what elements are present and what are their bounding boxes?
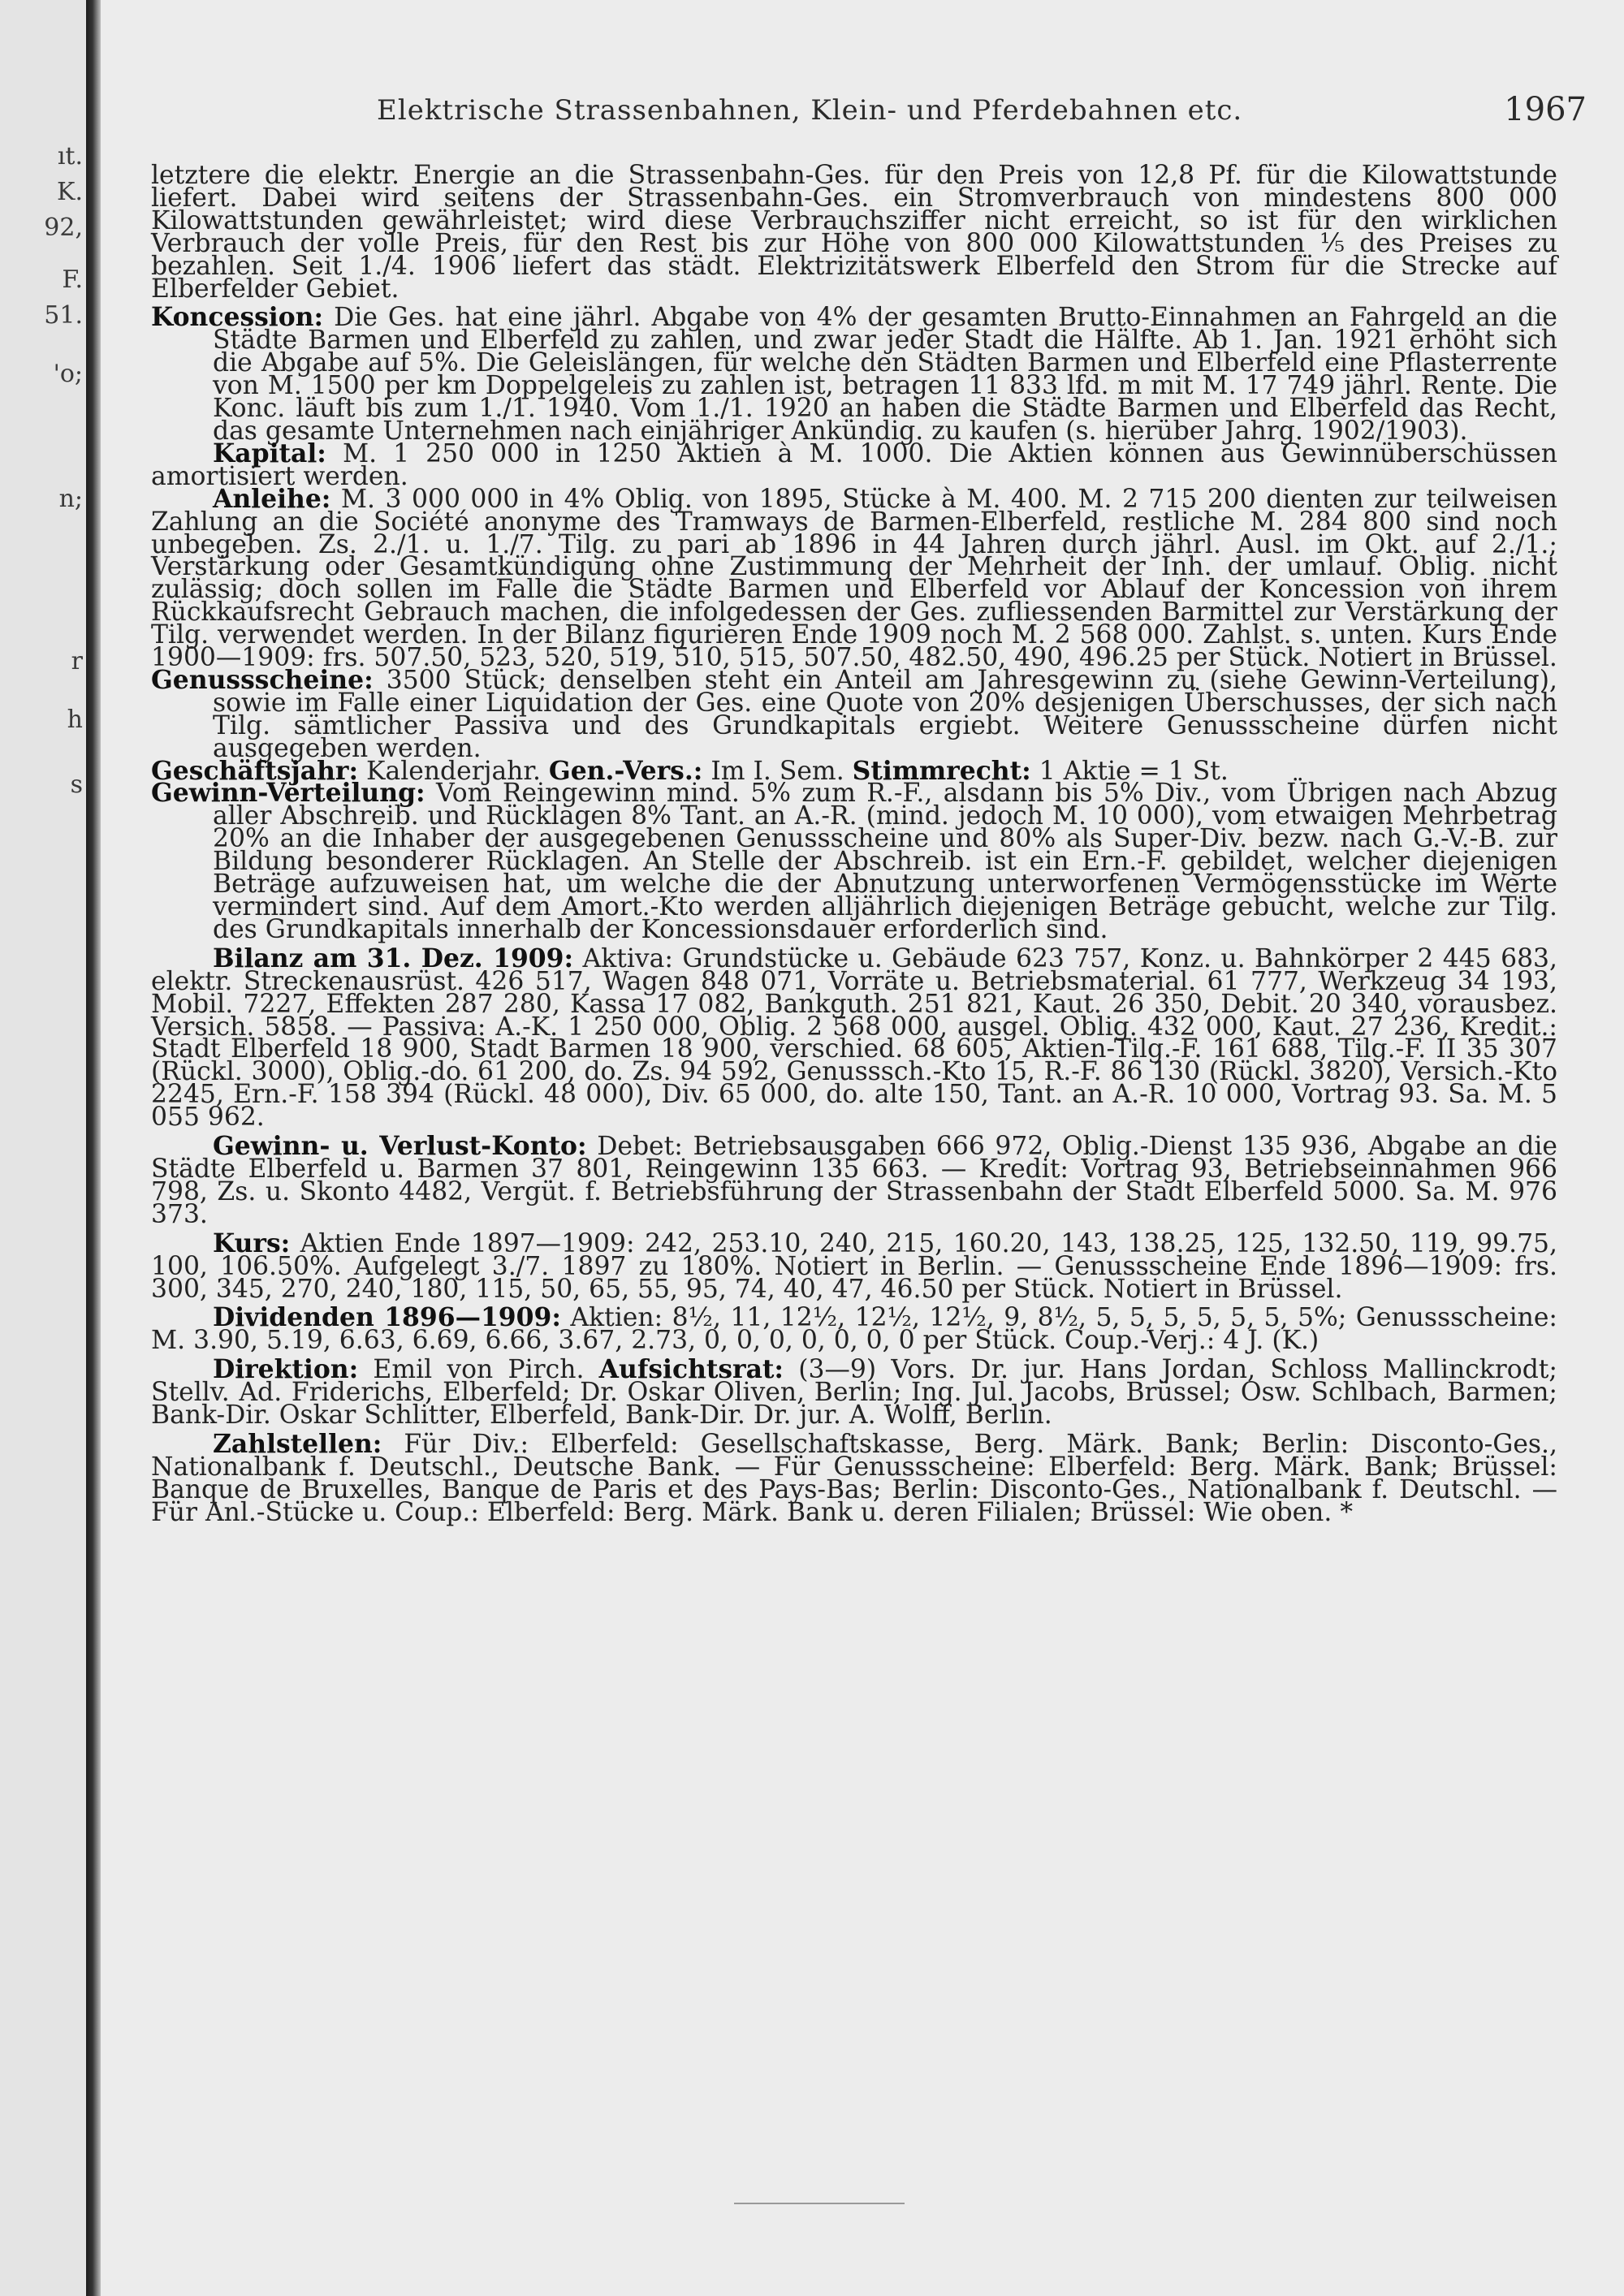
section-label: Aufsichtsrat: xyxy=(598,1355,784,1385)
section-kurs xyxy=(151,1228,1557,1304)
margin-fragment: K. xyxy=(57,178,83,206)
section-text: Vom Reingewinn mind. 5% zum R.-F., alsdann bis 5% Div., vom Übrigen nach Abzug aller Abschreib. und Rücklagen 8% Tant. an A.-R. (mind. jedoch M. 10 000), vom etwaigen Mehrbetrag 20% an die Inhaber der ausgegebenen Genussscheine und 80% als Super-Div. bezw. nach G.-V.-B. zur Bildung besonderer Rücklagen. An Stelle der Abschreib. ist ein Ern.-F. gebildet, welcher diejenigen Beträge aufzuweisen hat, um welche die der Abnutzung unterworfenen Vermögensstücke im Werte vermindert sind. Auf dem Amort.-Kto werden alljährlich diejenigen Beträge gebucht, welche zur Tilg. des Grundkapitals innerhalb der Koncessionsdauer erforderlich sind. xyxy=(213,779,1557,944)
section-text: M. 1 250 000 in 1250 Aktien à M. 1000. Die Aktien können aus Gewinnüberschüssen amortisiert werden. xyxy=(151,438,1557,491)
margin-fragment: s xyxy=(70,770,83,799)
margin-fragment: 92, xyxy=(44,214,83,242)
section-text: Für Div.: Elberfeld: Gesellschaftskasse, Berg. Märk. Bank; Berlin: Disconto-Ges., Nationalbank f. Deutschl., Deutsche Bank. — Für Genussscheine: Elberfeld: Berg. Märk. Bank; Brüssel: Banque de Bruxelles, Banque de Paris et des Pays-Bas; Berlin: Disconto-Ges., Nationalbank f. Deutschl. — Für Anl.-Stücke u. Coup.: Elberfeld: Berg. Märk. Bank u. deren Filialen; Brüssel: Wie oben. * xyxy=(151,1429,1557,1527)
section-label: Dividenden 1896—1909: xyxy=(213,1303,561,1333)
book-page xyxy=(101,0,1624,2296)
section-text: Die Ges. hat eine jährl. Abgabe von 4% der gesamten Brutto-Einnahmen an Fahrgeld an die Städte Barmen und Elberfeld zu zahlen, und zwar jeder Stadt die Hälfte. Ab 1. Jan. 1921 erhöht sich die Abgabe auf 5%. Die Geleislängen, für welche den Städten Barmen und Elberfeld eine Pflasterrente von M. 1500 per km Doppelgeleis zu zahlen ist, betragen 11 833 lfd. m mit M. 17 749 jährl. Rente. Die Konc. läuft bis zum 1./1. 1940. Vom 1./1. 1920 an haben die Städte Barmen und Elberfeld das Recht, das gesamte Unternehmen nach einjähriger Ankündig. zu kaufen (s. hierüber Jahrg. 1902/1903). xyxy=(213,303,1557,446)
section-direktion xyxy=(151,1355,1557,1431)
section-text: Debet: Betriebsausgaben 666 972, Oblig.-Dienst 135 936, Abgabe an die Städte Elberfeld u. Barmen 37 801, Reingewinn 135 663. — Kredit: Vortrag 93, Betriebseinnahmen 966 798, Zs. u. Skonto 4482, Vergüt. f. Betriebsführung der Strassenbahn der Stadt Elberfeld 5000. Sa. M. 976 373. xyxy=(151,1132,1557,1229)
adjacent-page-margin xyxy=(0,0,86,2296)
section-dividenden xyxy=(151,1303,1558,1356)
section-label: Kapital: xyxy=(213,438,326,468)
section-zahlstellen xyxy=(151,1429,1557,1527)
page-header xyxy=(377,91,1587,132)
margin-fragment: r xyxy=(71,647,83,675)
section-koncession xyxy=(151,303,1557,446)
section-label: Bilanz am 31. Dez. 1909: xyxy=(213,943,574,973)
section-text: Kalenderjahr. xyxy=(366,756,541,786)
section-label: Koncession: xyxy=(151,303,324,333)
section-text: Aktiva: Grundstücke u. Gebäude 623 757, Konz. u. Bahnkörper 2 445 683, elektr. Streckenausrüst. 426 517, Wagen 848 071, Vorräte u. Betriebsmaterial. 61 777, Werkzeug 34 193, Mobil. 7227, Effekten 287 280, Kassa 17 082, Bankguth. 251 821, Kaut. 26 350, Debit. 20 340, vorausbez. Versich. 5858. — Passiva: A.-K. 1 250 000, Oblig. 2 568 000, ausgel. Oblig. 432 000, Kaut. 27 236, Kredit.: Stadt Elberfeld 18 900, Stadt Barmen 18 900, verschied. 68 605, Aktien-Tilg.-F. 161 688, Tilg.-F. II 35 307 (Rückl. 3000), Oblig.-do. 61 200, do. Zs. 94 592, Genusssch.-Kto 15, R.-F. 86 130 (Rückl. 3820), Versich.-Kto 2245, Ern.-F. 158 394 (Rückl. 48 000), Div. 65 000, do. alte 150, Tant. an A.-R. 10 000, Vortrag 93. Sa. M. 5 055 962. xyxy=(151,943,1558,1133)
margin-fragment: F. xyxy=(62,265,83,294)
section-anleihe xyxy=(151,484,1557,673)
section-text: Im I. Sem. xyxy=(710,756,844,786)
section-text: (3—9) Vors. Dr. jur. Hans Jordan, Schloss Mallinckrodt; Stellv. Ad. Friderichs, Elberfeld; Dr. Oskar Oliven, Berlin; Ing. Jul. Jacobs, Brüssel; Osw. Schlbach, Barmen; Bank-Dir. Oskar Schlitter, Elberfeld, Bank-Dir. Dr. jur. A. Wolff, Berlin. xyxy=(151,1355,1557,1431)
page-number: 1967 xyxy=(1504,91,1587,128)
margin-fragment: 51. xyxy=(44,301,83,330)
section-label: Anleihe: xyxy=(213,484,331,514)
section-label: Stimmrecht: xyxy=(852,756,1031,786)
section-gewinn-verlust xyxy=(151,1132,1557,1229)
section-kapital xyxy=(151,438,1557,491)
section-label: Gewinn- u. Verlust-Konto: xyxy=(213,1132,587,1162)
intro-paragraph: letztere die elektr. Energie an die Strassenbahn-Ges. für den Preis von 12,8 Pf. für die Kilowattstunde liefert. Dabei wird seitens der Strassenbahn-Ges. ein Stromverbrauch von mindestens 800 000 Kilowattstunden gewährleistet; wird diese Verbrauchsziffer nicht erreicht, so ist für den wirklichen Verbrauch der volle Preis, für den Rest bis zur Höhe von 800 000 Kilowattstunden ⅕ des Preises zu bezahlen. Seit 1./4. 1906 liefert das städt. Elektrizitätswerk Elberfeld den Strom für die Strecke auf Elberfelder Gebiet. xyxy=(151,161,1557,304)
section-label: Zahlstellen: xyxy=(213,1429,382,1459)
book-gutter xyxy=(86,0,101,2296)
section-text: Aktien: 8½, 11, 12½, 12½, 12½, 9, 8½, 5, 5, 5, 5, 5, 5, 5%; Genussscheine: M. 3.90, 5.19, 6.63, 6.69, 6.66, 3.67, 2.73, 0, 0, 0, 0, 0, 0, 0 per Stück. Coup.-Verj.: 4 J. (K.) xyxy=(151,1303,1558,1356)
section-genussscheine xyxy=(151,665,1557,763)
section-label: Direktion: xyxy=(213,1355,359,1385)
margin-fragment: ıt. xyxy=(57,142,83,170)
section-text: Aktien Ende 1897—1909: 242, 253.10, 240, 215, 160.20, 143, 138.25, 125, 132.50, 119, 99.75, 100, 106.50%. Aufgelegt 3./7. 1897 zu 180%. Notiert in Berlin. — Genussscheine Ende 1896—1909: frs. 300, 345, 270, 240, 180, 115, 50, 65, 55, 95, 74, 40, 47, 46.50 per Stück. Notiert in Brüssel. xyxy=(151,1228,1557,1304)
section-label: Gewinn-Verteilung: xyxy=(151,779,425,809)
section-label: Geschäftsjahr: xyxy=(151,756,359,786)
section-gewinn-verteilung xyxy=(151,779,1557,944)
section-label: Kurs: xyxy=(213,1228,291,1258)
margin-fragment: h xyxy=(67,706,83,734)
section-text: 3500 Stück; denselben steht ein Anteil am Jahresgewinn zu (siehe Gewinn-Verteilung), sowie im Falle einer Liquidation der Ges. eine Quote von 20% desjenigen Überschusses, der sich nach Tilg. sämtlicher Passiva und des Grundkapitals ergiebt. Weitere Genussscheine dürfen nicht ausgegeben werden. xyxy=(213,665,1557,763)
margin-fragment: 'o; xyxy=(53,360,83,388)
section-text: 1 Aktie = 1 St. xyxy=(1039,756,1229,786)
section-text: Emil von Pirch. xyxy=(373,1355,585,1385)
margin-fragment: n; xyxy=(58,485,83,513)
page-body xyxy=(151,161,1558,1527)
closing-rule xyxy=(734,2203,905,2204)
section-text: M. 3 000 000 in 4% Oblig. von 1895, Stücke à M. 400. M. 2 715 200 dienten zur teilweisen Zahlung an die Société anonyme des Tramways de Barmen-Elberfeld, restliche M. 284 800 sind noch unbegeben. Zs. 2./1. u. 1./7. Tilg. zu pari ab 1896 in 44 Jahren durch jährl. Ausl. im Okt. auf 2./1.; Verstärkung oder Gesamtkündigung ohne Zustimmung der Mehrheit der Inh. der umlauf. Oblig. nicht zulässig; doch sollen im Falle die Städte Barmen und Elberfeld vor Ablauf der Koncession von ihrem Rückkaufsrecht Gebrauch machen, die infolgedessen der Ges. zufliessenden Barmittel zur Verstärkung der Tilg. verwendet werden. In der Bilanz figurieren Ende 1909 noch M. 2 568 000. Zahlst. s. unten. Kurs Ende 1900—1909: frs. 507.50, 523, 520, 519, 510, 515, 507.50, 482.50, 490, 496.25 per Stück. Notiert in Brüssel. xyxy=(151,484,1557,673)
running-title: Elektrische Strassenbahnen, Klein- und Pferdebahnen etc. xyxy=(377,94,1243,127)
section-bilanz xyxy=(151,943,1558,1133)
section-label: Genussscheine: xyxy=(151,665,374,695)
section-label: Gen.-Vers.: xyxy=(548,756,703,786)
